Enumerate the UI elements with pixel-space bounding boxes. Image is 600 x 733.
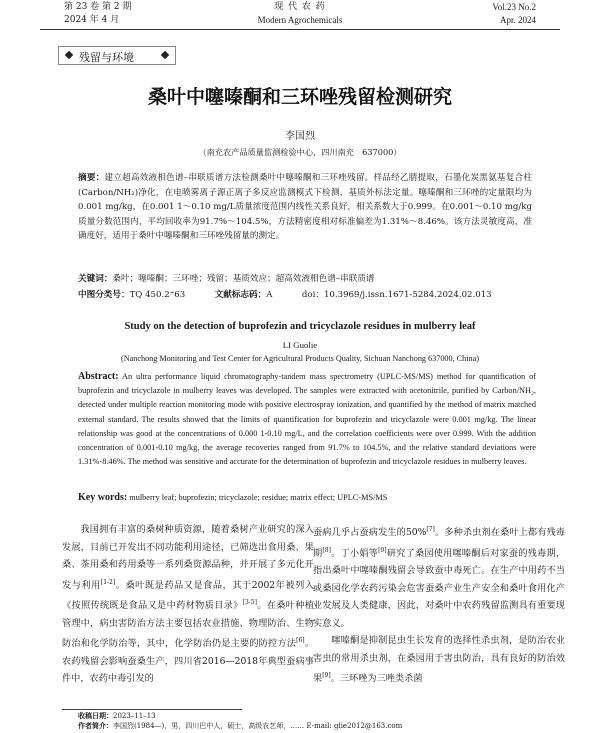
title-en: Study on the detection of buprofezin and tricyclazole residues in mulberry leaf: [124, 321, 476, 332]
section-tag-label: 残留与环境: [79, 51, 134, 64]
footnote-received: [78, 711, 156, 721]
classification-line: [78, 288, 492, 302]
header-date-en: Apr. 2024: [500, 15, 536, 25]
header-journal-en: Modern Agrochemicals: [257, 15, 343, 25]
citation-ref: [3-5]: [242, 599, 257, 607]
clc-label: 中图分类号：: [78, 290, 130, 300]
received-label: 收稿日期：: [78, 712, 113, 720]
citation-ref: [9]: [322, 672, 331, 680]
citation-ref: [6]: [296, 637, 305, 645]
clc-value: TQ 450.2⁺63: [129, 290, 186, 300]
keywords-en: [78, 491, 536, 505]
diamond-icon: [161, 51, 169, 59]
doc-code-label: 文献标志码：: [214, 290, 267, 300]
keywords-cn: [78, 272, 532, 287]
header-rule: [40, 29, 560, 30]
keywords-cn-text: 桑叶；噻嗪酮；三环唑；残留；基质效应；超高效液相色谱–串联质谱: [112, 274, 375, 284]
doi-label: doi：: [301, 290, 324, 300]
citation-ref: [8]: [322, 546, 331, 554]
citation-ref: [9]: [378, 546, 387, 554]
affiliation-en: (Nanchong Monitoring and Test Center for Agricultural Products Quality, Sichuan Nanchong 637000, China): [120, 354, 480, 363]
diamond-icon: [65, 51, 73, 59]
received-value: 2023–11–13: [113, 712, 156, 720]
abstract-en-text: An ultra performance liquid chromatography-tandem mass spectrometry (UPLC-MS/MS) method for quantification of buprofezin and tricyclazole in mulberry leaves was developed. The samples were extracted with acetonitrile, purified by Carbon/NH₂, detected under multiple reaction monitoring mode with positive electrospray ionization, and quantified by the method of matrix matched external standard. The results showed that the limits of quantification for buprofezin and tricyclazole were 0.001 mg/kg. The linear relationship was good at the concentrations of 0.000 1-0.10 mg/L, and the correlation coefficients were over 0.999. With the addition concentration of 0.001-0.10 mg/kg, the average recoveries ranged from 91.7% to 104.5%, and the relative standard deviations were 1.31%-8.46%. The method was sensitive and accurate for the determination of buprofezin and tricyclazole residues in mulberry leaves.: [78, 372, 536, 467]
footnote-rule: [62, 709, 242, 710]
doi-value: 10.3969/j.issn.1671-5284.2024.02.013: [323, 290, 492, 300]
abstract-cn: [78, 171, 532, 244]
header-journal-cn: 现 代 农 药: [274, 2, 326, 12]
keywords-en-label: Key words:: [78, 492, 128, 503]
abstract-cn-label: 摘要：: [78, 173, 105, 183]
section-tag: [58, 46, 176, 65]
abstract-en: [78, 370, 536, 469]
author-bio-label: 作者简介：: [78, 722, 113, 730]
body-right-column: [313, 521, 565, 688]
header-vol-en: Vol.23 No.2: [492, 2, 536, 12]
keywords-en-text: mulberry leaf; buprofezin; tricyclazole; residue; matrix effect; UPLC-MS/MS: [129, 493, 388, 502]
body-paragraph: 我国拥有丰富的桑树种质资源，随着桑树产业研究的深入发展，目前已开发出不同功能利用途径，已筛选出食用桑、果桑、茶用桑和药用桑等一系列桑资源品种，并开展了多元化开发与利用[1-2]。桑叶既是药品又是食品，其于2002年被列入《按照传统既是食品又是中药材物质目录》[3-5]。在桑叶种植管理中，病虫害防治方法主要包括农业措施、物理防治、生物防治和化学防治等，其中，化学防治仍是主要的防控方法[6]。农药残留会影响蚕桑生产，四川省2016—2018年典型蚕病事件中，农药中毒引发的: [62, 524, 315, 685]
header-date: 2024 年 4 月: [64, 15, 120, 25]
author-en: LI Guolie: [282, 340, 318, 350]
citation-ref: [7]: [426, 526, 435, 533]
page-title: 桑叶中噻嗪酮和三环唑残留检测研究: [147, 86, 452, 108]
author-bio-value: 李国烈(1984—)，男，四川巴中人，硕士，高级农艺师，…… E-mail: glie2012@163.com: [113, 722, 403, 730]
body-paragraph: 噻嗪酮是抑制昆虫生长发育的选择性杀虫剂，是防治农业害虫的常用杀虫剂，在桑园用于害虫防治，具有良好的防治效果[9]。三环唑为三唑类杀菌: [313, 635, 565, 685]
author-cn: 李国烈: [285, 131, 315, 142]
body-paragraph: 蚕病几乎占蚕病发生的50%[7]。多种杀虫剂在桑叶上都有残毒期[8]。丁小娟等[9]研究了桑园使用噻嗪酮后对家蚕的残毒期，指出桑叶中噻嗪酮残留会导致蚕中毒死亡。在生产中用药不当或桑园化学农药污染会危害蚕桑产业生产安全和桑叶食用化产业发展及人类健康，因此，对桑叶中农药残留监测具有重要现实意义。: [313, 526, 566, 629]
body-left-column: [62, 521, 314, 688]
footnote-author: [78, 721, 402, 731]
citation-ref: [1-2]: [100, 578, 116, 586]
affiliation-cn: （南充农产品质量监测检验中心，四川南充 637000）: [198, 147, 402, 157]
abstract-en-label: Abstract:: [78, 371, 119, 382]
doc-code-value: A: [266, 290, 273, 300]
header-volume-issue: 第 23 卷 第 2 期: [64, 2, 132, 12]
abstract-cn-text: 建立超高效液相色谱–串联质谱方法检测桑叶中噻嗪酮和三环唑残留。样品经乙腈提取，石墨化炭黑氨基复合柱(Carbon/NH₂)净化，在电喷雾离子源正离子多反应监测模式下检测，基质外标法定量。噻嗪酮和三环唑的定量限均为0.001 mg/kg，在0.001 1～0.10 mg/L质量浓度范围内线性关系良好，相关系数大于0.999。在0.001～0.10 mg/kg质量分数范围内，平均回收率为91.7%～104.5%，方法精密度相对标准偏差为1.31%～8.46%。该方法灵敏度高，准确度好，适用于桑叶中噻嗪酮和三环唑残留量的测定。: [78, 173, 532, 242]
keywords-cn-label: 关键词：: [78, 274, 113, 284]
